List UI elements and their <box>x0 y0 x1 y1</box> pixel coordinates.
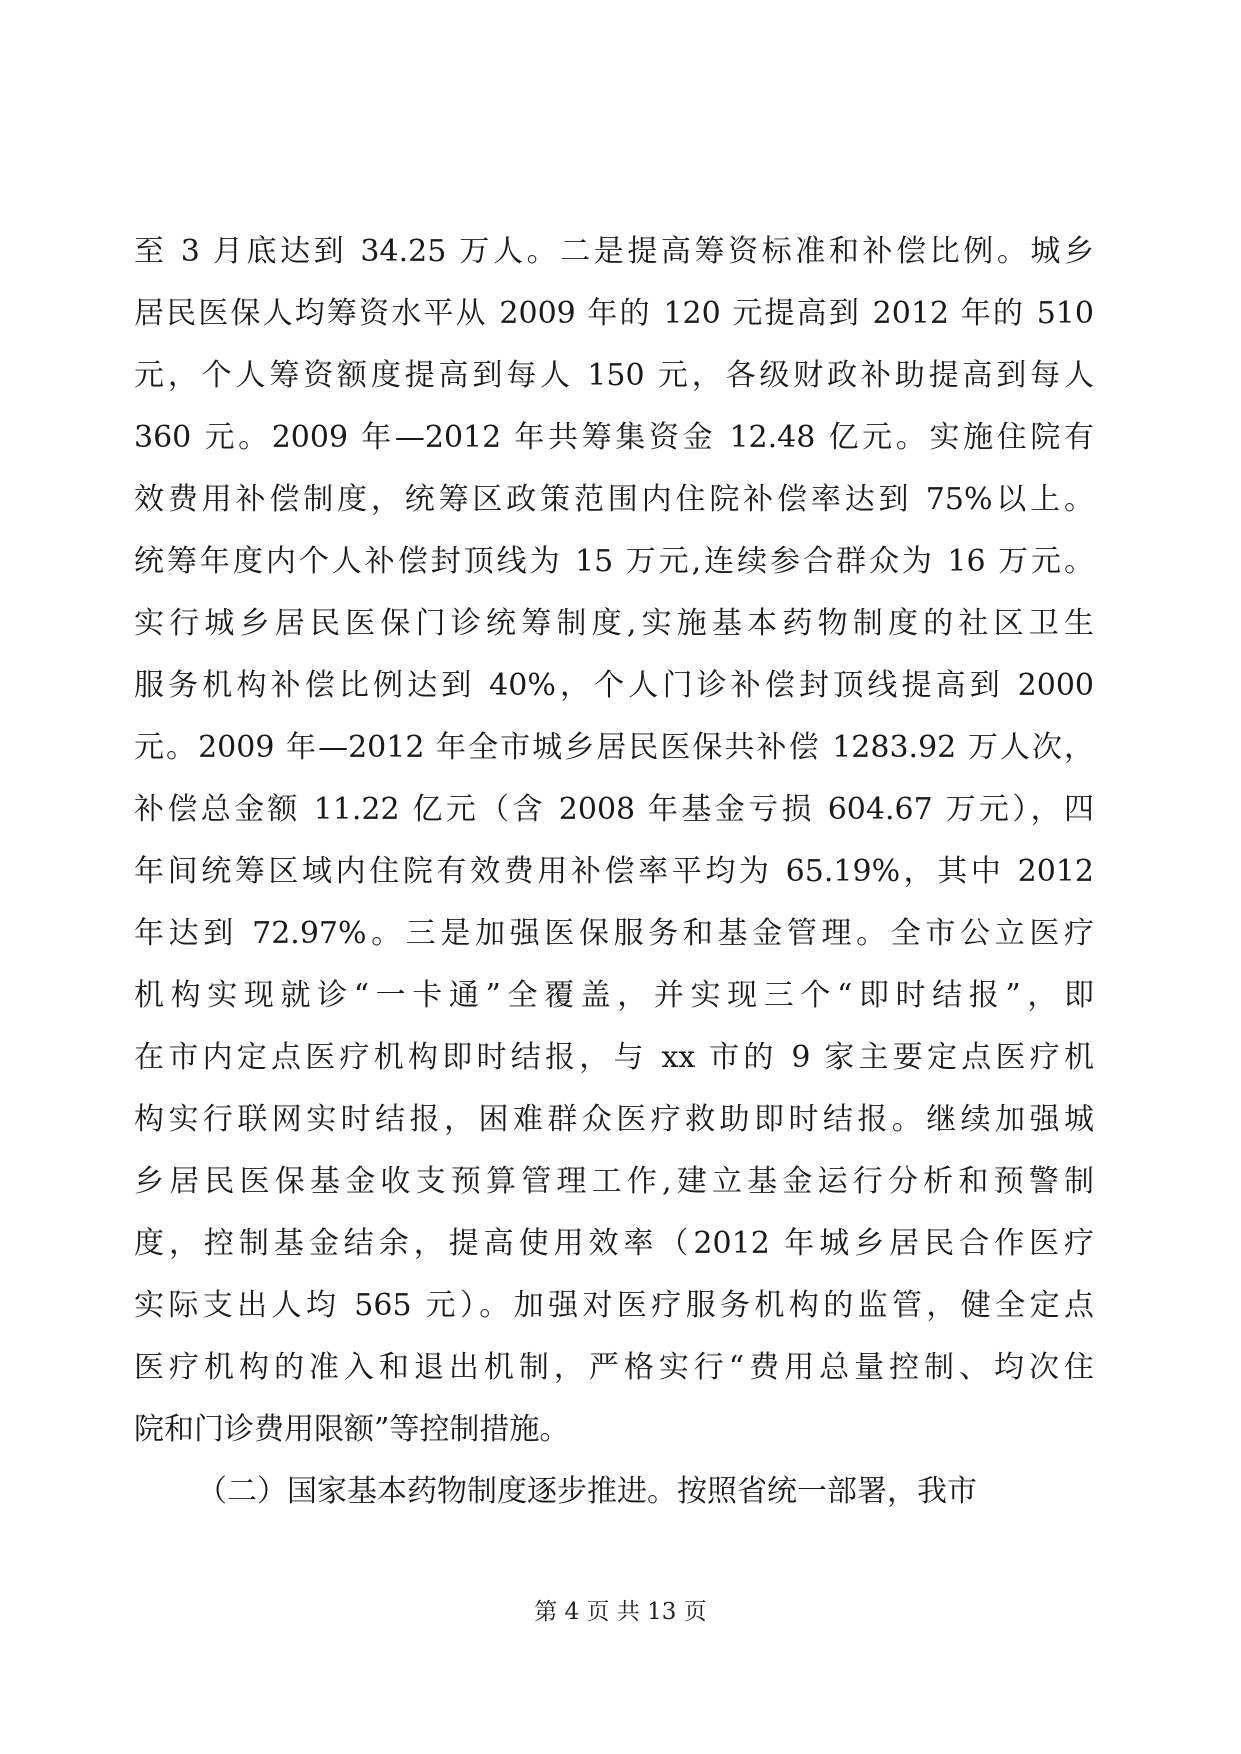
text-line: 年达到 72.97%。三是加强医保服务和基金管理。全市公立医疗 <box>134 916 1094 951</box>
text-line: 度，控制基金结余，提高使用效率（2012 年城乡居民合作医疗 <box>134 1226 1094 1261</box>
text-line: 在市内定点医疗机构即时结报，与 xx 市的 9 家主要定点医疗机 <box>134 1040 1094 1075</box>
text-line: 构实行联网实时结报，困难群众医疗救助即时结报。继续加强城 <box>134 1102 1094 1137</box>
text-line: 机构实现就诊“一卡通”全覆盖，并实现三个“即时结报”，即 <box>134 978 1094 1013</box>
text-line: 乡居民医保基金收支预算管理工作,建立基金运行分析和预警制 <box>134 1164 1094 1199</box>
page-footer: 第 4 页 共 13 页 <box>534 1599 707 1625</box>
text-line: 院和门诊费用限额”等控制措施。 <box>134 1412 570 1447</box>
text-line: 元。2009 年—2012 年全市城乡居民医保共补偿 1283.92 万人次， <box>134 730 1094 765</box>
text-line: 医疗机构的准入和退出机制，严格实行“费用总量控制、均次住 <box>134 1350 1094 1385</box>
text-line: 补偿总金额 11.22 亿元（含 2008 年基金亏损 604.67 万元），四 <box>134 792 1094 827</box>
text-line: 统筹年度内个人补偿封顶线为 15 万元,连续参合群众为 16 万元。 <box>134 544 1094 579</box>
text-line: 实行城乡居民医保门诊统筹制度,实施基本药物制度的社区卫生 <box>134 606 1094 641</box>
text-line: 至 3 月底达到 34.25 万人。二是提高筹资标准和补偿比例。城乡 <box>134 234 1094 269</box>
text-line: 360 元。2009 年—2012 年共筹集资金 12.48 亿元。实施住院有 <box>134 420 1094 455</box>
text-line: 年间统筹区域内住院有效费用补偿率平均为 65.19%，其中 2012 <box>134 854 1094 889</box>
text-line: 实际支出人均 565 元）。加强对医疗服务机构的监管，健全定点 <box>134 1288 1094 1323</box>
text-line: 服务机构补偿比例达到 40%，个人门诊补偿封顶线提高到 2000 <box>134 668 1094 703</box>
paragraph-heading-line: （二）国家基本药物制度逐步推进。按照省统一部署，我市 <box>197 1474 977 1509</box>
text-line: 元，个人筹资额度提高到每人 150 元，各级财政补助提高到每人 <box>134 358 1094 393</box>
text-line: 居民医保人均筹资水平从 2009 年的 120 元提高到 2012 年的 510 <box>134 296 1094 331</box>
body-text <box>134 221 1094 1523</box>
text-line: 效费用补偿制度，统筹区政策范围内住院补偿率达到 75%以上。 <box>134 482 1094 517</box>
